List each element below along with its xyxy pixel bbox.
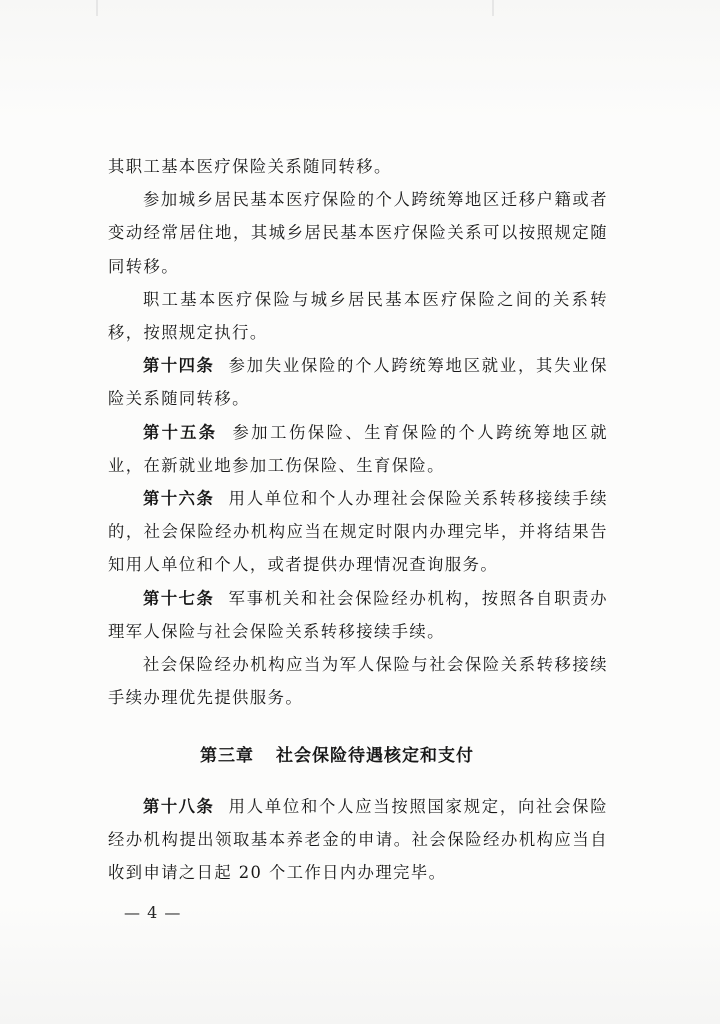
paragraph-insurance-relationship-transfer: 职工基本医疗保险与城乡居民基本医疗保险之间的关系转移，按照规定执行。 bbox=[108, 289, 608, 343]
article-14-text: 参加失业保险的个人跨统筹地区就业，其失业保险关系随同转移。 bbox=[108, 356, 608, 409]
scan-mark bbox=[492, 0, 494, 16]
paragraph-resident-medical-insurance: 参加城乡居民基本医疗保险的个人跨统筹地区迁移户籍或者变动经常居住地，其城乡居民基本医疗保险关系可以按照规定随同转移。 bbox=[108, 190, 608, 276]
main-text bbox=[108, 150, 608, 714]
article-16-text: 用人单位和个人办理社会保险关系转移接续手续的，社会保险经办机构应当在规定时限内办理完毕，并将结果告知用人单位和个人，或者提供办理情况查询服务。 bbox=[108, 489, 608, 575]
article-14-title: 第十四条 bbox=[143, 356, 215, 376]
article-18-text: 用人单位和个人应当按照国家规定，向社会保险经办机构提出领取基本养老金的申请。社会保险经办机构应当自收到申请之日起 20 个工作日内办理完毕。 bbox=[108, 797, 608, 883]
chapter-number: 第三章 bbox=[200, 746, 254, 766]
article-17-text: 军事机关和社会保险经办机构，按照各自职责办理军人保险与社会保险关系转移接续手续。 bbox=[108, 588, 608, 641]
chapter-three-text bbox=[108, 790, 608, 890]
page-number: — 4 — bbox=[124, 903, 182, 922]
paragraph-military-insurance-priority: 社会保险经办机构应当为军人保险与社会保险关系转移接续手续办理优先提供服务。 bbox=[108, 655, 608, 708]
article-17-title: 第十七条 bbox=[143, 588, 215, 608]
chapter-title bbox=[200, 742, 520, 770]
article-15-title: 第十五条 bbox=[143, 422, 218, 442]
chapter-name: 社会保险待遇核定和支付 bbox=[276, 746, 474, 766]
paragraph-continuation: 其职工基本医疗保险关系随同转移。 bbox=[108, 157, 392, 176]
article-15-paragraph bbox=[108, 416, 608, 482]
article-18-paragraph bbox=[108, 790, 608, 890]
scan-mark bbox=[96, 0, 98, 16]
article-16-title: 第十六条 bbox=[143, 489, 215, 509]
article-17-paragraph bbox=[108, 582, 608, 648]
article-15-text: 参加工伤保险、生育保险的个人跨统筹地区就业，在新就业地参加工伤保险、生育保险。 bbox=[108, 422, 608, 475]
article-16-paragraph bbox=[108, 482, 608, 582]
article-14-paragraph bbox=[108, 349, 608, 415]
article-18-title: 第十八条 bbox=[143, 797, 215, 816]
